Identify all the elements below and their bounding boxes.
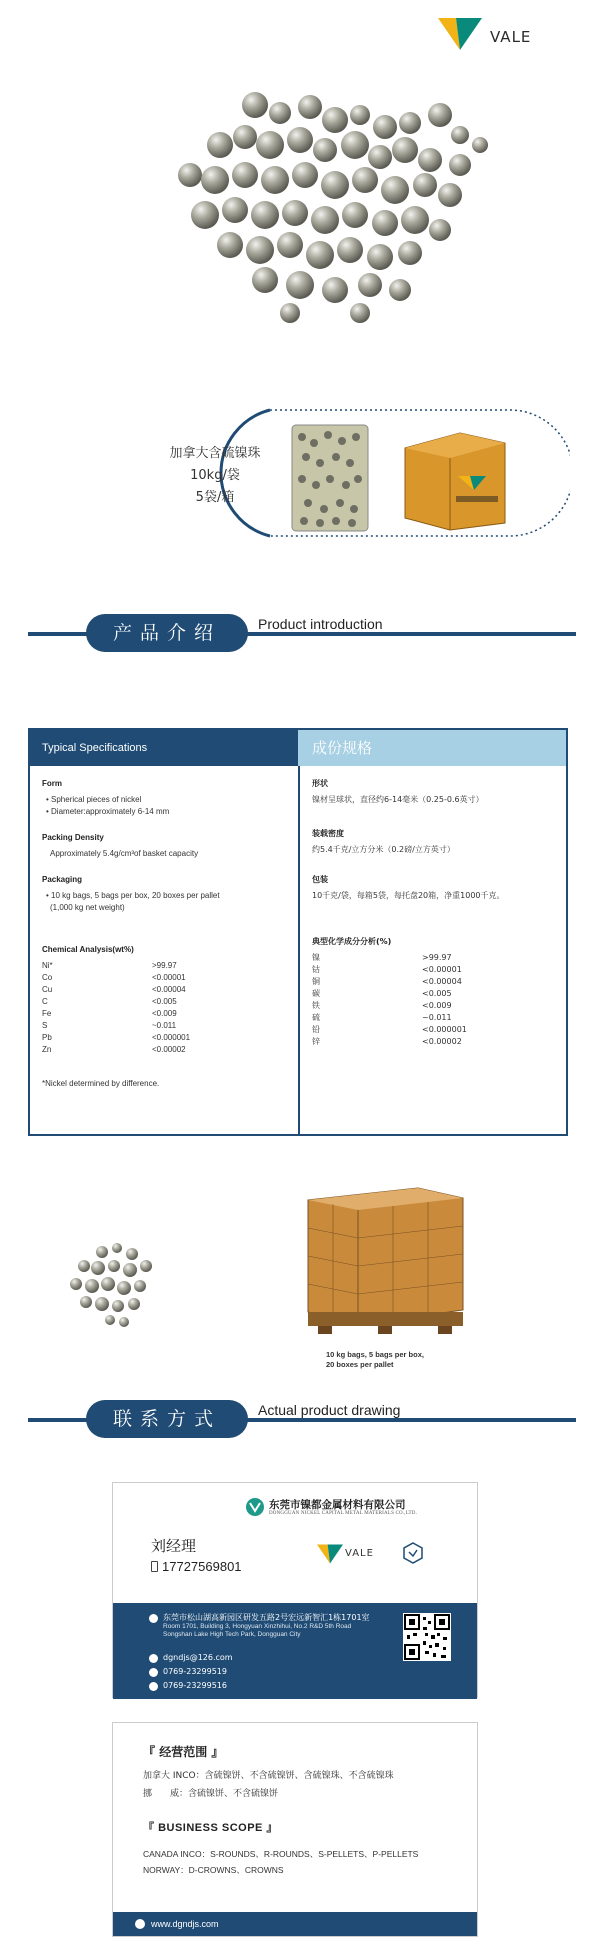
chem-value-cn: ~0.011 (422, 1013, 452, 1022)
spec-table (28, 728, 568, 1136)
scope-title-cn: 『 经营范围 』 (143, 1745, 224, 1759)
density-text: Approximately 5.4g/cm³of basket capacity (50, 849, 199, 858)
chem-element: S (42, 1021, 48, 1030)
chem-element-cn: 铜 (312, 977, 320, 986)
tel-row (163, 1667, 227, 1677)
form-title: Form (42, 779, 62, 788)
pellets-photo-small (62, 1240, 162, 1330)
chem-value-cn: <0.00002 (422, 1037, 462, 1046)
chem-row-cn (312, 952, 562, 964)
spec-head-cn: 成份规格 (298, 730, 566, 766)
pallet-caption-line: 20 boxes per pallet (326, 1360, 394, 1369)
chem-row (42, 1008, 292, 1020)
density-text-cn: 约5.4千克/立方分米（0.2磅/立方英寸） (312, 845, 455, 854)
fax-icon (149, 1682, 158, 1691)
scope-line-en: NORWAY：D-CROWNS、CROWNS (143, 1865, 284, 1875)
chem-element: Co (42, 973, 53, 982)
phone-icon (151, 1561, 158, 1572)
chem-value-cn: <0.00004 (422, 977, 462, 986)
email[interactable]: dgndjs@126.com (163, 1653, 233, 1662)
bag-weight: 10kg/袋 (190, 468, 240, 483)
contact-name: 刘经理 (151, 1537, 197, 1555)
chem-value-cn: <0.009 (422, 1001, 452, 1010)
pallet-caption-line: 10 kg bags, 5 bags per box, (326, 1350, 424, 1359)
chem-row-cn (312, 1012, 562, 1024)
chem-element: Ni* (42, 961, 53, 970)
chem-element: Cu (42, 985, 53, 994)
section-title-cn: 联系方式 (86, 1400, 248, 1438)
chem-element-cn: 铅 (312, 1025, 320, 1034)
chem-row-cn (312, 1036, 562, 1048)
email-row (163, 1653, 233, 1663)
spec-col-cn (312, 778, 562, 1048)
chem-element-cn: 镍 (312, 953, 320, 962)
scope-line-en: CANADA INCO：S-ROUNDS、R-ROUNDS、S-PELLETS、P-PELLETS (143, 1849, 419, 1859)
density-title-cn: 装载密度 (312, 829, 344, 838)
scope-line-cn: 加拿大 INCO：含硫镍饼、不含硫镍饼、含硫镍珠、不含硫镍珠 (143, 1771, 394, 1781)
scope-title-cn-text: 经营范围 (159, 1745, 208, 1759)
chem-row (42, 1044, 292, 1056)
vale-logo (438, 16, 548, 56)
chem-value: <0.00002 (152, 1045, 186, 1054)
packaging-title: Packaging (42, 875, 83, 884)
certification-badge-icon (401, 1541, 425, 1565)
chem-element-cn: 铁 (312, 1001, 320, 1010)
chem-row-cn (312, 964, 562, 976)
chem-element-cn: 钴 (312, 965, 320, 974)
chem-row-cn (312, 1024, 562, 1036)
form-line: • Spherical pieces of nickel (46, 795, 142, 804)
pallet-photo (298, 1180, 468, 1338)
chem-element-cn: 硫 (312, 1013, 320, 1022)
product-label (150, 443, 280, 509)
web-icon (135, 1919, 145, 1929)
card-vale-logo (317, 1543, 374, 1569)
chem-row (42, 984, 292, 996)
business-scope-card (112, 1722, 478, 1937)
chem-row-cn (312, 988, 562, 1000)
spec-divider (298, 766, 300, 1134)
vale-wordmark: VALE (490, 28, 532, 46)
phone-number[interactable]: 17727569801 (162, 1559, 242, 1574)
location-icon (149, 1614, 158, 1623)
scope-title-en: 『 BUSINESS SCOPE 』 (143, 1822, 278, 1834)
chem-value: <0.00004 (152, 985, 186, 994)
product-panel (150, 408, 570, 538)
pellet-bag-photo (290, 423, 370, 533)
vale-wordmark: VALE (345, 1548, 374, 1559)
nickel-pellets-photo (160, 85, 490, 325)
website-link[interactable]: www.dgndjs.com (151, 1919, 219, 1929)
spec-head-en: Typical Specifications (30, 730, 298, 766)
product-box-photo (400, 418, 510, 533)
scope-line-cn: 挪 威：含硫镍饼、不含硫镍饼 (143, 1789, 279, 1799)
chem-value: <0.000001 (152, 1033, 191, 1042)
packaging-line: (1,000 kg net weight) (50, 903, 125, 912)
chem-element: Fe (42, 1009, 52, 1018)
fax-row (163, 1681, 227, 1691)
form-line: • Diameter:approximately 6-14 mm (46, 807, 170, 816)
chem-value: <0.00001 (152, 973, 186, 982)
chem-title-cn: 典型化学成分分析(%) (312, 937, 392, 946)
business-card (112, 1482, 478, 1698)
address-en: Songshan Lake High Tech Park, Dongguan City (163, 1631, 301, 1638)
contact-phone (151, 1559, 242, 1574)
chem-value-cn: >99.97 (422, 953, 452, 962)
tel[interactable]: 0769-23299519 (163, 1667, 227, 1676)
website-bar (113, 1912, 477, 1936)
packaging-line: • 10 kg bags, 5 bags per box, 20 boxes per pallet (46, 891, 220, 900)
mail-icon (149, 1654, 158, 1663)
chem-element: Pb (42, 1033, 52, 1042)
company-name-en: DONGGUAN NICKEL CAPITAL METAL MATERIALS CO.,LTD. (269, 1511, 418, 1516)
chem-element-cn: 锌 (312, 1037, 320, 1046)
vale-v-icon (438, 16, 482, 52)
form-title-cn: 形状 (312, 779, 328, 788)
chem-row (42, 972, 292, 984)
chem-row (42, 1020, 292, 1032)
chem-row-cn (312, 976, 562, 988)
packaging-text-cn: 10千克/袋，每箱5袋，每托盘20箱，净重1000千克。 (312, 891, 505, 900)
chem-footnote: *Nickel determined by difference. (42, 1079, 160, 1088)
chem-value-cn: <0.00001 (422, 965, 462, 974)
chem-row (42, 960, 292, 972)
box-count: 5袋/箱 (195, 490, 235, 505)
section-title-cn: 产品介绍 (86, 614, 248, 652)
section-header-contact (28, 1400, 576, 1436)
tel[interactable]: 0769-23299516 (163, 1681, 227, 1690)
chem-value: ~0.011 (152, 1021, 177, 1030)
card-contact-block (113, 1603, 477, 1699)
chem-element: C (42, 997, 48, 1006)
chem-row (42, 996, 292, 1008)
qr-code-icon (403, 1613, 451, 1661)
card-top (113, 1483, 477, 1603)
chem-value-cn: <0.000001 (422, 1025, 467, 1034)
chem-element: Zn (42, 1045, 52, 1054)
scope-title-en-text: BUSINESS SCOPE (158, 1822, 263, 1834)
phone-icon (149, 1668, 158, 1677)
density-title: Packing Density (42, 833, 104, 842)
address-en: Room 1701, Building 3, Hongyuan Xinzhihui, No.2 R&D 5th Road (163, 1623, 352, 1630)
spec-col-en (42, 778, 292, 1090)
section-title-en: Product introduction (258, 616, 389, 632)
vale-v-icon (317, 1543, 343, 1565)
section-header-product-intro (28, 614, 576, 650)
product-name: 加拿大含硫镍珠 (169, 446, 261, 461)
chem-value-cn: <0.005 (422, 989, 452, 998)
packaging-title-cn: 包装 (312, 875, 328, 884)
address-row (163, 1613, 370, 1639)
chem-value: >99.97 (152, 961, 177, 970)
chem-value: <0.009 (152, 1009, 177, 1018)
form-text-cn: 镍材呈球状，直径约6-14毫米（0.25-0.6英寸） (312, 795, 484, 804)
section-title-en: Actual product drawing (258, 1402, 406, 1418)
chem-title: Chemical Analysis(wt%) (42, 945, 134, 954)
company-logo-icon (245, 1497, 265, 1517)
chem-value: <0.005 (152, 997, 177, 1006)
chem-element-cn: 碳 (312, 989, 320, 998)
address-cn: 东莞市松山湖高新园区研发五路2号宏远新智汇1栋1701室 (163, 1613, 370, 1622)
chem-row (42, 1032, 292, 1044)
chem-row-cn (312, 1000, 562, 1012)
pallet-caption (326, 1350, 476, 1370)
company-name: 东莞市镍都金属材料有限公司 (269, 1499, 406, 1511)
